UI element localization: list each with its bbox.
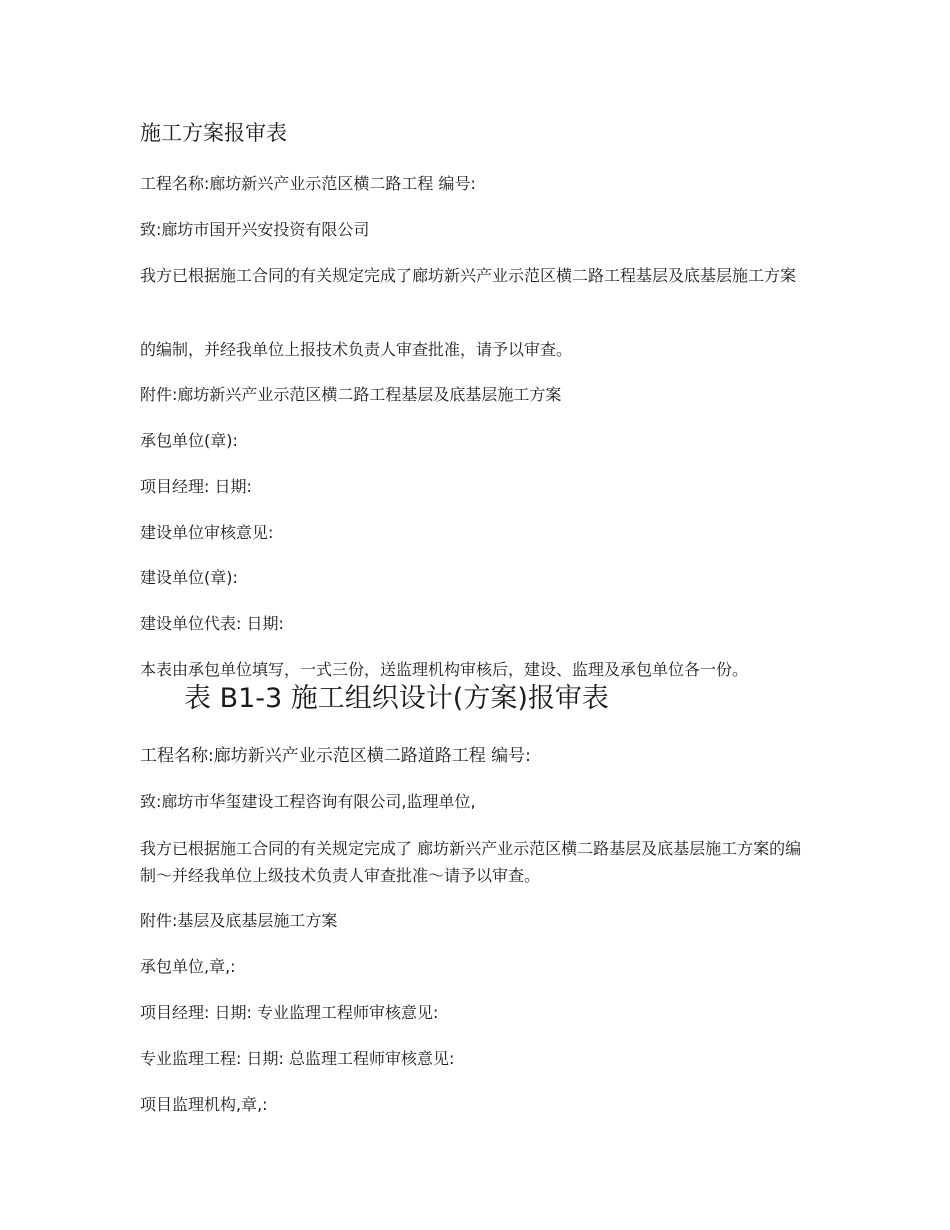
doc1-project-name: 工程名称:廊坊新兴产业示范区横二路工程 编号: xyxy=(140,174,476,193)
doc1-footnote xyxy=(140,657,810,683)
doc2-supervision-seal: 项目监理机构,章,: xyxy=(140,1095,268,1114)
doc1-project-manager-date: 项目经理: 日期: xyxy=(140,477,252,496)
doc2-project-manager-line: 项目经理: 日期: 专业监理工程师审核意见: xyxy=(140,1003,439,1022)
doc1-owner-seal: 建设单位(章): xyxy=(140,568,238,587)
doc2-contractor-seal: 承包单位,章,: xyxy=(140,957,236,976)
doc1-footnote-text: 本表由承包单位填写，一式三份，送监理机构审核后，建设、监理及承包单位各一份。 xyxy=(140,660,749,679)
doc1-title: 施工方案报审表 xyxy=(140,121,287,145)
doc1-owner-opinion: 建设单位审核意见: xyxy=(140,523,274,542)
doc2-body-paragraph: 我方已根据施工合同的有关规定完成了 廊坊新兴产业示范区横二路基层及底基层施工方案的编制～并经我单位上级技术负责人审查批准～请予以审查。 xyxy=(140,839,802,885)
doc2-project-name: 工程名称:廊坊新兴产业示范区横二路道路工程 编号: xyxy=(140,746,531,766)
doc2-addressee: 致:廊坊市华玺建设工程咨询有限公司,监理单位, xyxy=(140,792,476,811)
doc2-attachment: 附件:基层及底基层施工方案 xyxy=(140,911,338,930)
doc2-title: 表 B1-3 施工组织设计(方案)报审表 xyxy=(182,681,609,717)
doc1-owner-rep-date: 建设单位代表: 日期: xyxy=(140,614,284,633)
doc1-addressee: 致:廊坊市国开兴安投资有限公司 xyxy=(140,220,370,239)
doc1-body-continuation: 的编制，并经我单位上报技术负责人审查批准，请予以审查。 xyxy=(140,340,573,359)
doc1-contractor-seal: 承包单位(章): xyxy=(140,431,238,450)
doc1-attachment: 附件:廊坊新兴产业示范区横二路工程基层及底基层施工方案 xyxy=(140,385,562,404)
doc2-engineer-line: 专业监理工程: 日期: 总监理工程师审核意见: xyxy=(140,1049,455,1068)
doc1-body-paragraph: 我方已根据施工合同的有关规定完成了廊坊新兴产业示范区横二路工程基层及底基层施工方案 xyxy=(140,266,797,285)
